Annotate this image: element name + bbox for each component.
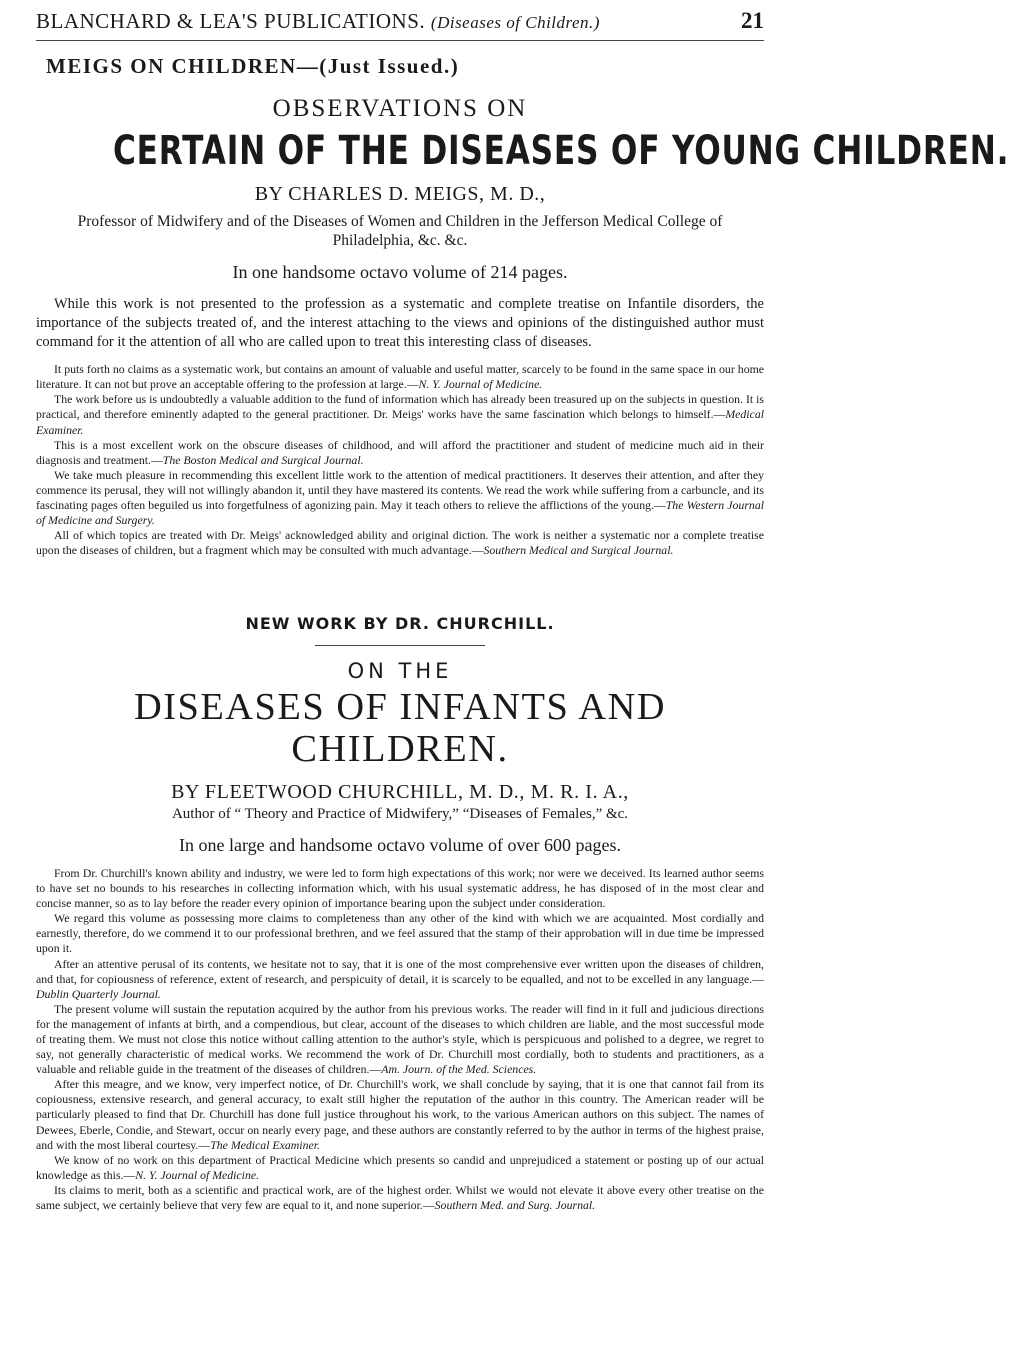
churchill-section — [32, 614, 768, 1213]
meigs-volume: In one handsome octavo volume of 214 pages. — [232, 261, 568, 282]
churchill-title: DISEASES OF INFANTS AND CHILDREN. — [133, 686, 667, 771]
heading-rule — [315, 645, 485, 646]
review: Its claims to merit, both as a scientific and practical work, are of the highest order. Whilst we would not elevate it above every other treatise on the same subject, we certainly believe that very few are equal to it, and none superior.—Southern Med. and Surg. Journal. — [36, 1182, 764, 1212]
meigs-reviews — [32, 362, 768, 558]
review: The present volume will sustain the reputation acquired by the author from his previous works. The reader will find in it full and judicious directions for the management of infants at birth, and a compendious, but clear, account of the diseases to which children are liable, and the most successful mode of treating them. We must not close this notice without calling attention to the author's style, which is perspicuous and polished to a degree, we regret to say, not generally characteristic of medical works. We recommend the work of Dr. Churchill most cordially, both to students and practitioners, as a valuable and reliable guide in the treatment of the diseases of children.—Am. Journ. of the Med. Sciences. — [36, 1001, 764, 1077]
header-title: BLANCHARD & LEA'S PUBLICATIONS. — [36, 9, 426, 33]
churchill-heading: NEW WORK BY DR. CHURCHILL. — [245, 614, 555, 634]
meigs-intro: While this work is not presented to the profession as a systematic and complete treatise on Infantile disorders, the importance of the subjects treated of, and the interest attaching to the views and opinions of the distinguished author must command for it the attention of all who are called upon to treat this interesting class of diseases. — [36, 295, 764, 350]
meigs-title: CERTAIN OF THE DISEASES OF YOUNG CHILDREN. — [112, 128, 1009, 174]
header-subtitle: (Diseases of Children.) — [430, 13, 600, 32]
review: It puts forth no claims as a systematic work, but contains an amount of valuable and useful matter, scarcely to be found in the same space in our home literature. It can not but prove an acceptable offering to the profession at large.—N. Y. Journal of Medicine. — [36, 362, 764, 392]
churchill-author: BY FLEETWOOD CHURCHILL, M. D., M. R. I. A., — [171, 780, 629, 803]
review: All of which topics are treated with Dr. Meigs' acknowledged ability and original diction. The work is neither a systematic nor a complete treatise upon the diseases of children, but a fragment which may be consulted with much advantage.—Southern Medical and Surgical Journal. — [36, 528, 764, 558]
review: This is a most excellent work on the obscure diseases of childhood, and will afford the practitioner and student of medicine much aid in their diagnosis and treatment.—The Boston Medical and Surgical Journal. — [36, 437, 764, 467]
review: We know of no work on this department of Practical Medicine which presents so candid and unprejudiced a statement or posting up of our actual knowledge as this.—N. Y. Journal of Medicine. — [36, 1152, 764, 1182]
review: After an attentive perusal of its contents, we hesitate not to say, that it is one of the most comprehensive ever written upon the diseases of children, and that, for copiousness of reference, extent of research, and perspicuity of detail, it is scarcely to be equalled, and not to be excelled in any language.—Dublin Quarterly Journal. — [36, 956, 764, 1001]
meigs-author: BY CHARLES D. MEIGS, M. D., — [254, 183, 546, 205]
churchill-on-the: ON THE — [347, 659, 453, 684]
review: We regard this volume as possessing more claims to completeness than any other of the kind with which we are acquainted. Most cordially and earnestly, therefore, do we commend it to our professional brethren, and we feel assured that the stamp of their approbation will in due time be impressed upon it. — [36, 911, 764, 956]
meigs-credentials: Professor of Midwifery and of the Diseases of Women and Children in the Jefferson Medical College of Philadelphia, &c. &c. — [77, 213, 723, 250]
meigs-section — [32, 54, 1009, 558]
review: From Dr. Churchill's known ability and industry, we were led to form high expectations of this work; nor were we deceived. Its learned author seems to have set no bounds to his researches in collecting information which, with his usual systematic address, he has disposed of in the most clear and concise manner, so as to lay before the reader every opinion of importance bearing upon the subject under consideration. — [36, 865, 764, 911]
meigs-observations: OBSERVATIONS ON — [272, 95, 528, 122]
review: The work before us is undoubtedly a valuable addition to the fund of information which has already been treasured up on the subjects in question. It is practical, and therefore eminently adapted to the general practitioner. Dr. Meigs' works have the same fascination which belongs to himself.—Medical Examiner. — [36, 392, 764, 437]
churchill-author-of: Author of “ Theory and Practice of Midwifery,” “Diseases of Females,” &c. — [171, 805, 629, 822]
running-header — [36, 6, 764, 41]
meigs-heading: MEIGS ON CHILDREN—(Just Issued.) — [46, 54, 460, 78]
review: We take much pleasure in recommending this excellent little work to the attention of medical practitioners. It deserves their attention, and after they commence its perusal, they will not willingly abandon it, until they have mastered its contents. We read the work while suffering from a carbuncle, and its fascinating pages often beguiled us into forgetfulness of agonizing pain. May it teach others to relieve the afflictions of the young.—The Western Journal of Medicine and Surgery. — [36, 467, 764, 528]
review: After this meagre, and we know, very imperfect notice, of Dr. Churchill's work, we shall conclude by saying, that it is one that cannot fail from its copiousness, extensive research, and general accuracy, to exalt still higher the reputation of the author in this country. The American reader will be particularly pleased to find that Dr. Churchill has done full justice throughout his work, to the various American authors on this subject. The names of Dewees, Eberle, Condie, and Stewart, occur on nearly every page, and these authors are constantly referred to by the author in terms of the highest praise, and with the most liberal courtesy.—The Medical Examiner. — [36, 1077, 764, 1152]
page-number: 21 — [741, 8, 764, 33]
churchill-volume: In one large and handsome octavo volume of over 600 pages. — [178, 834, 622, 855]
churchill-reviews — [32, 866, 768, 1213]
page — [32, 0, 1009, 1213]
